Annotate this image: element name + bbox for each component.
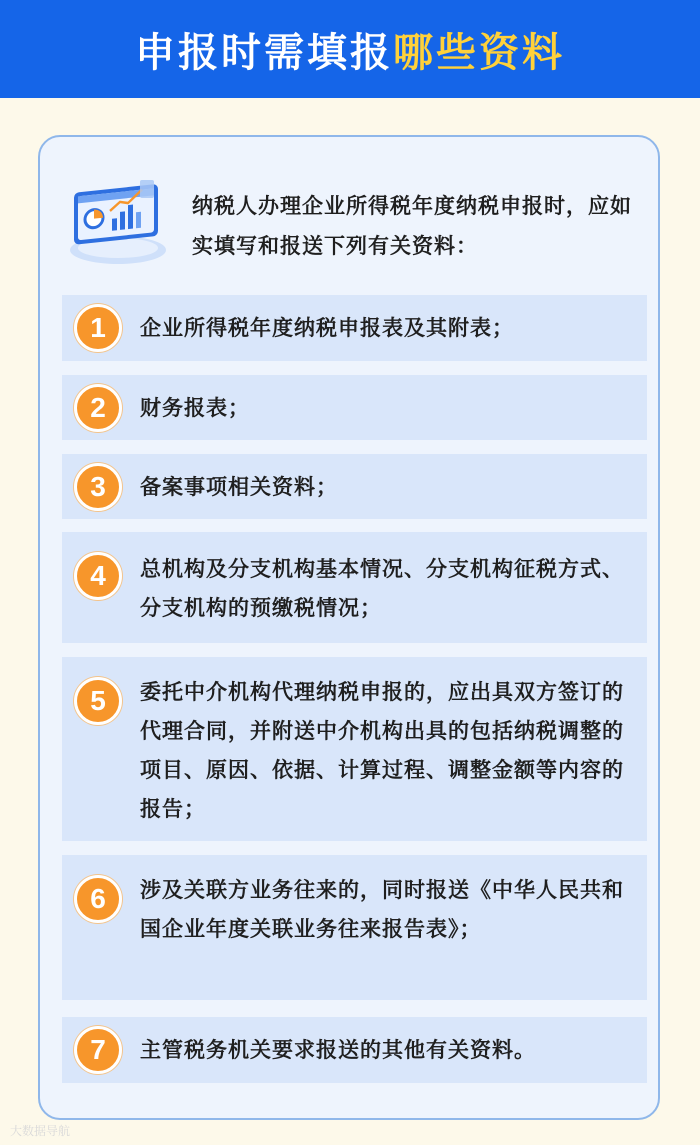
document-chart-icon xyxy=(62,172,170,272)
watermark: 大数据导航 xyxy=(10,1124,71,1138)
number-badge: 5 xyxy=(74,677,122,725)
list-item-text: 委托中介机构代理纳税申报的，应出具双方签订的代理合同，并附送中介机构出具的包括纳税调整的项目、原因、依据、计算过程、调整金额等内容的报告； xyxy=(140,680,624,821)
list-item-text: 企业所得税年度纳税申报表及其附表； xyxy=(140,316,514,340)
number-badge: 4 xyxy=(74,552,122,600)
list-item-text: 备案事项相关资料； xyxy=(140,475,338,499)
number-badge: 2 xyxy=(74,384,122,432)
number-badge: 1 xyxy=(74,304,122,352)
list-item-text: 主管税务机关要求报送的其他有关资料。 xyxy=(140,1038,536,1062)
page-title xyxy=(135,21,565,78)
intro-text: 纳税人办理企业所得税年度纳税申报时，应如实填写和报送下列有关资料： xyxy=(192,194,632,258)
number-badge: 3 xyxy=(74,463,122,511)
number-badge: 6 xyxy=(74,875,122,923)
list-item xyxy=(62,375,647,440)
list-item xyxy=(62,295,647,361)
list-item-text: 总机构及分支机构基本情况、分支机构征税方式、分支机构的预缴税情况； xyxy=(140,557,624,620)
list-item xyxy=(62,657,647,841)
list-item-text: 财务报表； xyxy=(140,396,250,420)
title-main: 申报时需填报 xyxy=(135,29,393,76)
list-item xyxy=(62,1017,647,1083)
title-accent: 哪些资料 xyxy=(393,29,565,76)
page-header xyxy=(0,0,700,98)
number-badge: 7 xyxy=(74,1026,122,1074)
list-item-text: 涉及关联方业务往来的，同时报送《中华人民共和国企业年度关联业务往来报告表》； xyxy=(140,878,624,941)
list-item xyxy=(62,855,647,1000)
list-item xyxy=(62,454,647,519)
list-item xyxy=(62,532,647,643)
